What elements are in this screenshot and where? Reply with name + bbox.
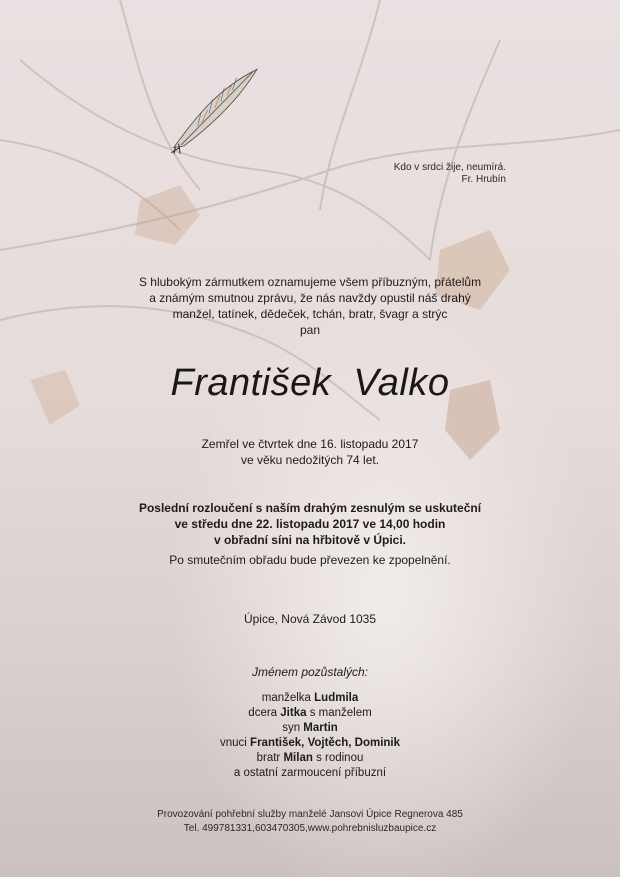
footer-contact: Tel. 499781331,603470305,www.pohrebnisluzbaupice.cz bbox=[183, 823, 437, 834]
quote-text: Kdo v srdci žije, neumírá. bbox=[393, 162, 506, 173]
funeral-service-footer bbox=[60, 808, 560, 836]
death-age: ve věku nedožitých 74 let. bbox=[240, 453, 380, 467]
mourner-son: syn Martin bbox=[282, 722, 338, 734]
footer-line: Provozování pohřební služby manželé Jansovi Úpice Regnerova 485 bbox=[157, 809, 463, 820]
intro-line: S hlubokým zármutkem oznamujeme všem příbuzným, přátelům bbox=[138, 275, 482, 289]
quote-author: Fr. Hrubín bbox=[461, 174, 506, 185]
farewell-details bbox=[60, 500, 560, 548]
announcement-intro bbox=[60, 274, 560, 338]
farewell-line: v obřadní síni na hřbitově v Úpici. bbox=[213, 533, 407, 547]
farewell-line: ve středu dne 22. listopadu 2017 ve 14,00 hodin bbox=[174, 517, 446, 531]
mourner-brother: bratr Milan s rodinou bbox=[256, 752, 364, 764]
mourner-grandsons: vnuci František, Vojtěch, Dominik bbox=[219, 737, 401, 749]
mourner-others: a ostatní zarmoucení příbuzní bbox=[233, 767, 387, 779]
death-details bbox=[60, 436, 560, 468]
cremation-note: Po smutečním obřadu bude převezen ke zpopelnění. bbox=[169, 553, 451, 567]
mourner-wife: manželka Ludmila bbox=[261, 692, 359, 704]
death-date: Zemřel ve čtvrtek dne 16. listopadu 2017 bbox=[201, 437, 419, 451]
mourner-daughter: dcera Jitka s manželem bbox=[248, 707, 372, 719]
quote bbox=[394, 162, 506, 186]
deceased-name: František Valko bbox=[170, 362, 450, 404]
intro-line: a známým smutnou zprávu, že nás navždy opustil náš drahý bbox=[149, 291, 471, 305]
intro-line: pan bbox=[299, 323, 321, 337]
mourners-list bbox=[60, 691, 560, 781]
on-behalf-heading: Jménem pozůstalých: bbox=[251, 665, 369, 679]
address: Úpice, Nová Závod 1035 bbox=[243, 612, 377, 626]
intro-line: manžel, tatínek, dědeček, tchán, bratr, švagr a strýc bbox=[172, 307, 448, 321]
farewell-line: Poslední rozloučení s naším drahým zesnulým se uskuteční bbox=[138, 501, 482, 515]
